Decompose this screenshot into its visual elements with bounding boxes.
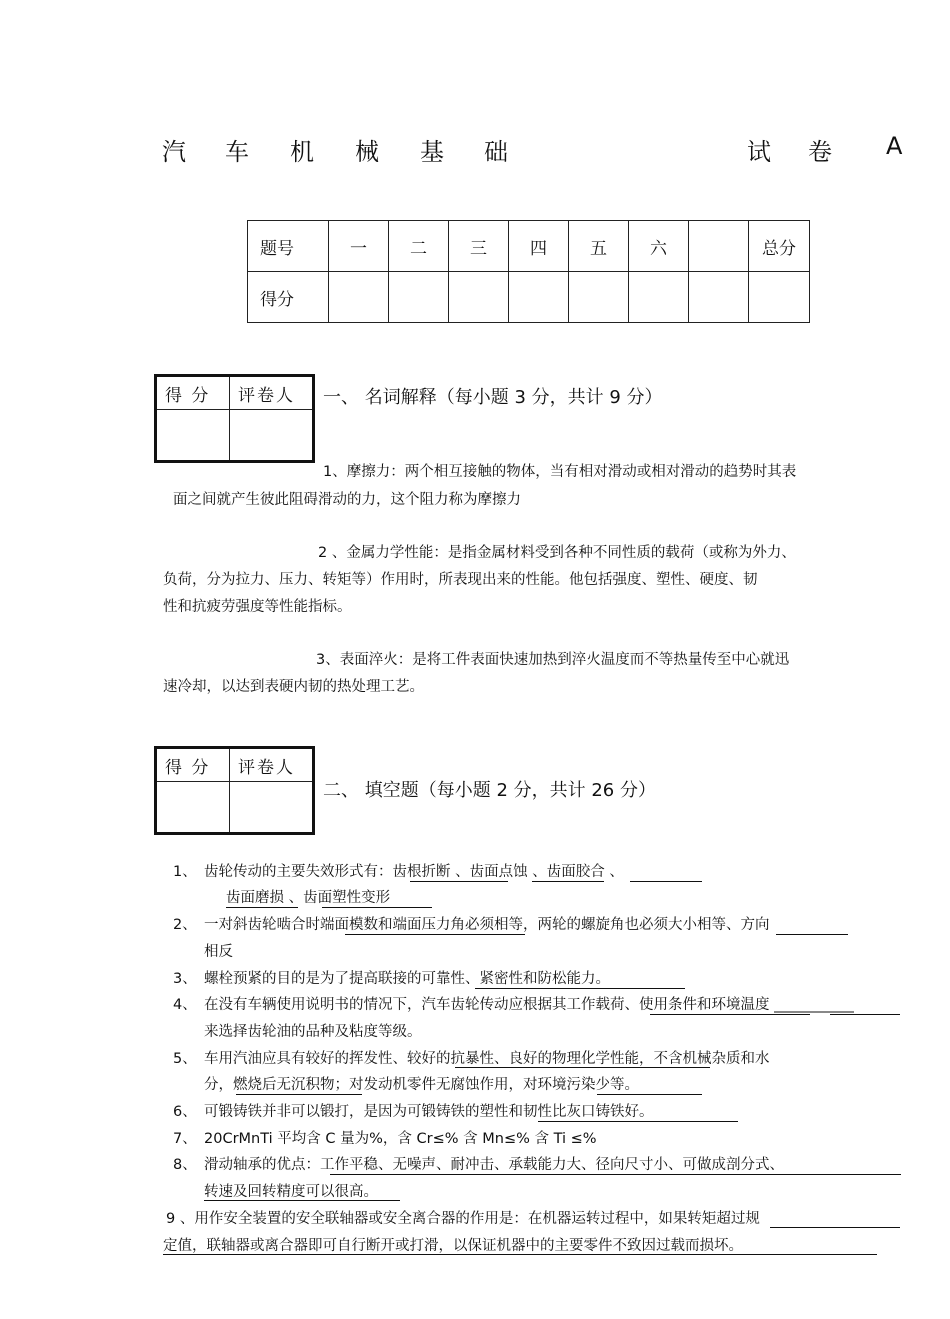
item-9-line2: 定值，联轴器或离合器即可自行断开或打滑，以保证机器中的主要零件不致因过载而损坏。 [163,1238,743,1254]
score-row-label: 得分 [248,272,329,323]
grader-score-label: 得 分 [156,748,230,782]
grader-score-cell[interactable] [156,782,230,834]
score-input-cell[interactable] [689,272,749,323]
item-4-line1: 在没有车辆使用说明书的情况下，汽车齿轮传动应根据其工作载荷、使用条件和环境温度 ___________ [204,997,854,1013]
score-table-cell: 五 [569,221,629,272]
grader-name-cell[interactable] [230,410,314,462]
item-1-line1: 齿轮传动的主要失效形式有：齿根折断 、齿面点蚀 、齿面胶合 、 [204,864,624,880]
item-number: 4、 [173,997,197,1013]
answer-underline [830,1014,900,1015]
answer-underline [538,1121,738,1122]
item-number: 2、 [173,917,197,933]
score-table-cell: 六 [629,221,689,272]
score-table-cell: 题号 [248,221,329,272]
answer-underline [650,1014,810,1015]
answer-underline [163,1254,877,1255]
score-table-cell: 总分 [749,221,810,272]
answer-underline [322,907,432,908]
item-number: 1、 [173,864,197,880]
item-8-line1: 滑动轴承的优点：工作平稳、无噪声、耐冲击、承载能力大、径向尺寸小、可做成剖分式、 [204,1157,784,1173]
paper-char: 试 [747,138,771,166]
grader-box-2 [154,746,315,835]
title-char: 汽 [162,138,186,166]
answer-underline [226,907,298,908]
title-char: 础 [484,138,508,166]
q1-line2: 面之间就产生彼此阻碍滑动的力，这个阻力称为摩擦力 [173,492,521,508]
q1-line1: 1、摩擦力：两个相互接触的物体，当有相对滑动或相对滑动的趋势时其表 [323,464,797,480]
answer-underline [330,1174,901,1175]
item-7-line1: 20CrMnTi 平均含 C 量为%，含 Cr≤% 含 Mn≤% 含 Ti ≤% [204,1131,597,1147]
paper-char: 卷 [808,138,832,166]
score-input-cell[interactable] [749,272,810,323]
page-title [0,132,950,166]
score-table [247,220,810,323]
grader-score-cell[interactable] [156,410,230,462]
grader-name-cell[interactable] [230,782,314,834]
title-char: 械 [355,138,379,166]
item-1-line2: 齿面磨损 、齿面塑性变形 [226,890,391,906]
answer-underline [345,934,525,935]
score-input-cell[interactable] [389,272,449,323]
answer-underline [776,934,848,935]
item-number: 8、 [173,1157,197,1173]
answer-underline [410,881,508,882]
title-char: 车 [225,138,249,166]
score-table-score-row [248,272,810,323]
paper-char: A [886,132,903,160]
score-table-cell: 三 [449,221,509,272]
grader-box-1 [154,374,315,463]
item-2-line1: 一对斜齿轮啮合时端面模数和端面压力角必须相等，两轮的螺旋角也必须大小相等、方向 [204,917,770,933]
item-5-line1: 车用汽油应具有较好的挥发性、较好的抗暴性、良好的物理化学性能，不含机械杂质和水 [204,1051,770,1067]
item-number: 5、 [173,1051,197,1067]
grader-name-label: 评卷人 [230,376,314,410]
title-char: 基 [420,138,444,166]
score-input-cell[interactable] [569,272,629,323]
answer-underline [236,1094,362,1095]
score-table-header-row [248,221,810,272]
score-input-cell[interactable] [329,272,389,323]
section2-title: 二、 填空题（每小题 2 分，共计 26 分） [323,780,656,801]
score-table-cell: 四 [509,221,569,272]
grader-name-label: 评卷人 [230,748,314,782]
item-6-line1: 可锻铸铁并非可以锻打，是因为可锻铸铁的塑性和韧性比灰口铸铁好。 [204,1104,654,1120]
answer-underline [475,988,685,989]
score-input-cell[interactable] [509,272,569,323]
q2-line1: 2 、金属力学性能：是指金属材料受到各种不同性质的载荷（或称为外力、 [318,545,796,561]
answer-underline [204,1200,400,1201]
item-9-line1: 9 、用作安全装置的安全联轴器或安全离合器的作用是：在机器运转过程中，如果转矩超过规 [166,1211,760,1227]
item-5-line2: 分，燃烧后无沉积物；对发动机零件无腐蚀作用，对环境污染少等。 [204,1077,639,1093]
score-table-cell: 二 [389,221,449,272]
score-table-cell: 一 [329,221,389,272]
item-number: 7、 [173,1131,197,1147]
item-number: 6、 [173,1104,197,1120]
item-number: 3、 [173,971,197,987]
answer-underline [597,1094,702,1095]
item-4-line2: 来选择齿轮油的品种及粘度等级。 [204,1024,422,1040]
answer-underline [770,1227,900,1228]
answer-underline [455,1067,710,1068]
q3-line2: 速冷却，以达到表硬内韧的热处理工艺。 [163,679,424,695]
q2-line2: 负荷，分为拉力、压力、转矩等）作用时，所表现出来的性能。他包括强度、塑性、硬度、韧 [163,572,758,588]
title-char: 机 [290,138,314,166]
score-table-cell [689,221,749,272]
section1-title: 一、 名词解释（每小题 3 分，共计 9 分） [323,387,663,408]
score-input-cell[interactable] [449,272,509,323]
answer-underline [532,881,604,882]
item-3-line1: 螺栓预紧的目的是为了提高联接的可靠性、紧密性和防松能力。 [204,971,610,987]
item-8-line2: 转速及回转精度可以很高。 [204,1184,378,1200]
q2-line3: 性和抗疲劳强度等性能指标。 [163,599,352,615]
q3-line1: 3、表面淬火：是将工件表面快速加热到淬火温度而不等热量传至中心就迅 [316,652,790,668]
grader-score-label: 得 分 [156,376,230,410]
answer-underline [630,881,702,882]
score-input-cell[interactable] [629,272,689,323]
item-2-line2: 相反 [204,944,233,960]
